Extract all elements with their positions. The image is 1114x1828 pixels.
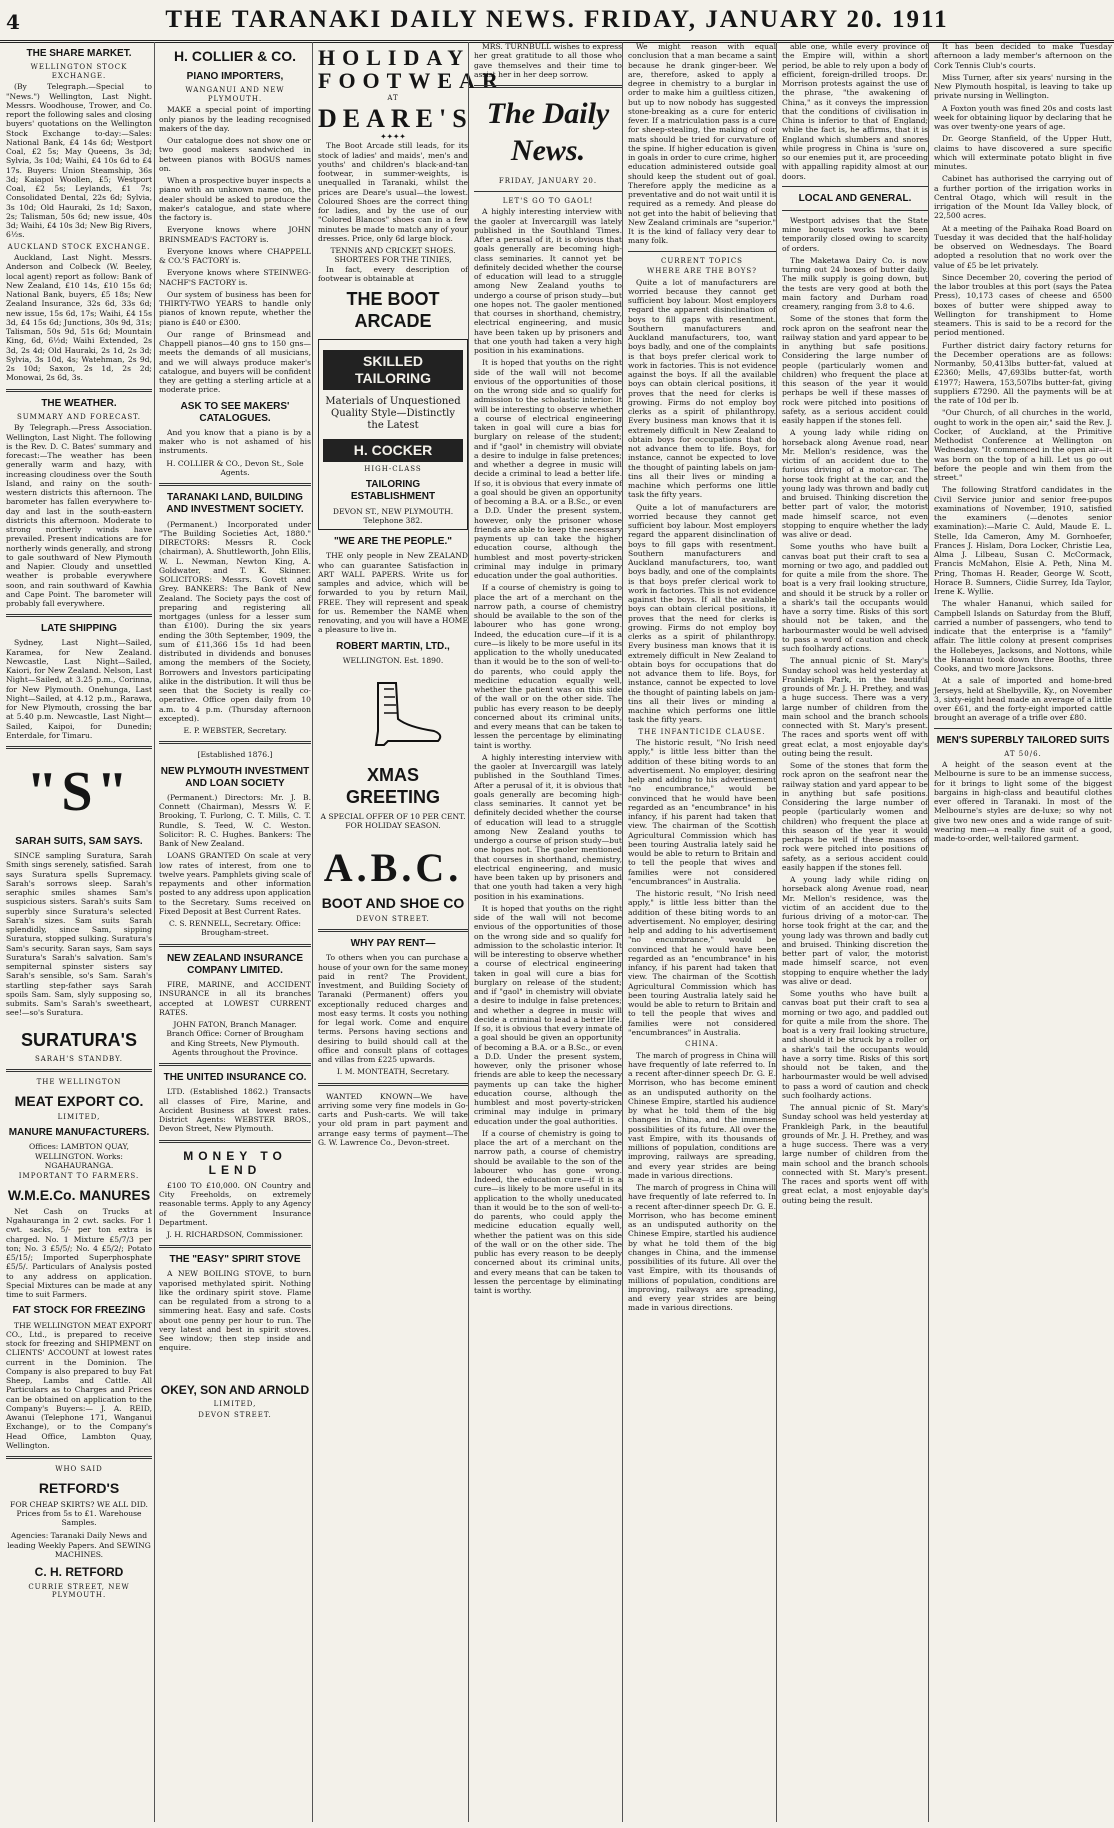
- okey-address: DEVON STREET.: [198, 1410, 272, 1419]
- boys-heading: WHERE ARE THE BOYS?: [647, 267, 757, 276]
- local-item-3: Some of the stones that form the rock apron on the seafront near the railway station and yard appear to be in anything but safe positions. Considering the large number of people (particularly women and children) who frequent the place at this season of the year it would perhaps be well if these masses of rock were pitched into positions of safety, as a serious accident could easily happen if the stones fell.: [782, 314, 928, 426]
- local-item-2: The Maketawa Dairy Co. is now turning out 24 boxes of butter daily. The milk supply is going down, but the tests are very good at both the main factory and Durham road creamery, ranging from 3.8 to 4.6.: [782, 255, 928, 312]
- weather-report: By Telegraph.—Press Association. Wellington, Last Night. The following is the Rev. D. C. Bates' summary and forecast:—The weather has been generally warm and hazy, with increasing cloudiness over the South Island, and rainy on the south-western districts this afternoon. The barometer has fallen everywhere to-day and last in the south-eastern districts this afternoon. Moderate to strong northerly winds have prevailed. Present indications are for northerly winds generally, and strong to gale southward of New Plymouth and Napier. Cloudy and unsettled weather is probable everywhere soon, and rain southward of Kawhia and Cape Point. The barometer will probably fall everywhere.: [6, 423, 152, 608]
- divider: [318, 1083, 468, 1086]
- ornament: ✦✦✦✦: [380, 132, 406, 142]
- local-item-6: The annual picnic of St. Mary's Sunday school was held yesterday at Frankleigh Park, in the beautiful grounds of Mr. J. H. Prethey, and was a huge success. There was a very large number of children from the main school and the branch schools connected with St. Mary's present. The races and sports went off with great eclat, a most enjoyable day's outing being the result.: [782, 656, 928, 758]
- collier-heading: H. COLLIER & CO.: [173, 48, 297, 64]
- retford-name: C. H. RETFORD: [34, 1565, 124, 1580]
- divider: [159, 944, 311, 947]
- money-to-lend-heading: MONEY TO LEND: [183, 1148, 287, 1178]
- local-item-20: The following Stratford candidates in the Civil Service junior and senior free-pupos examinations of November, 1910, satisfied the examiners (—denotes senior examination):—Marie C. Auld, Maude E. L. Stelle, Ida Cameron, Amy M. Gornhoefer, Frances J. Hislam, Dora Locker, Christie Lea, Alma J. Lilbeau, Susan C. McCormack, Francis McMahon, Elsie A. Peth, Nina M. Pring, Thomas H. Reader, George W. Scott, Horace B. Sumners, Ciidie Surrey, Ida Taylor, Irene K. Wyllie.: [934, 485, 1112, 596]
- established-note: [Established 1876.]: [197, 750, 273, 760]
- at-label: AT: [387, 94, 399, 103]
- fat-stock-heading: FAT STOCK FOR FREEZING: [12, 1305, 146, 1317]
- manure-manufacturers: MANURE MANUFACTURERS.: [8, 1127, 150, 1139]
- weather-heading: THE WEATHER.: [41, 397, 117, 409]
- column-3: [312, 42, 505, 1822]
- boot-illustration: [318, 679, 468, 751]
- easy-stove-text: A NEW BOILING STOVE, to burn vaporised methylated spirit. Nothing like the ordinary spirit stove. Flame can be regulated from a strong to a simmering heat. Easy and safe. Costs about one penny per hour to run. The very latest and best in spirit stoves. See window; then step inside and enquire.: [159, 1269, 311, 1353]
- investment-society-text: (Permanent.) Directors: Mr. J. B. Connett (Chairman), Messrs W. F. Brooking, T. Furlong, C. T. Mills, C. T. Rundle, S. Teed, W. C. Weston. Solicitor: R. C. Hughes. Bankers: The Bank of New Zealand.: [159, 792, 311, 849]
- divider: [6, 746, 152, 749]
- column-4: [468, 42, 622, 1822]
- divider: [6, 614, 152, 617]
- shipping-report: Sydney, Last Night—Sailed, Karamea, for New Zealand. Newcastle, Last Night—Sailed, Kaiori, for New Zealand. Nelson, Last Night—Sailed, at 3.25 p.m., Corinna, for New Plymouth. Onehunga, Last Night—Sailed, at 4.12 p.m., Rarawa, for New Plymouth, crossing the bar at 5.40 p.m. Newcastle, Last Night—Sailed, Kaipoi, for Dunedin; Enterdale, for Timaru.: [6, 638, 152, 740]
- robert-martin-heading: ROBERT MARTIN, LTD.,: [336, 640, 450, 652]
- nz-insurance-heading: NEW ZEALAND INSURANCE COMPANY LIMITED.: [166, 952, 304, 976]
- local-item-1: Westport advises that the State mine bouquets works have been temporarily closed owing to scarcity of orders.: [782, 215, 928, 253]
- nz-insurance-text: FIRE, MARINE, and ACCIDENT INSURANCE in all its branches accepted at LOWEST CURRENT RATES.: [159, 980, 311, 1017]
- share-report: (By Telegraph.—Special to "News.") Wellington, Last Night. Messrs. Woodhouse, Trower, and Co. report the following sales and closing buyers' quotations on the Wellington Stock Exchange to-day:—Sales: National Bank, £4 14s 6d; Westport Coal, £2 5s; May Queens, 3s 3d; Sylvia, 3s 10d; Waihi, £4 10s 6d to £4 17s. Buyers: Union Steamship, 36s 3d; Kaiapoi Woollen, £5; Westport Coal, £2 5s; Leylands, £1 7s; Consolidated Dental, 22s 6d; Sylvia, 3s 10d; Old Hauraki, 2s 1d; Saxon, 2s; Talisman, 50s 6d; new issue, 40s 3d; Waihi, £4 10s 3d; New Big Rivers, 6½s.: [6, 82, 152, 240]
- okey-heading: OKEY, SON AND ARNOLD: [160, 1382, 310, 1397]
- local-item-9: Some youths who have built a canvas boat put their craft to sea a morning or two ago, and paddled out for quite a mile from the shore. The boat is a very frail looking structure, and should it be struck by a roller or a shark's tail the occupants would have a sorry time. Risks of this sort should not be taken, and the harbourmaster would be well advised to pass a word of caution and check such foolhardy actions.: [782, 989, 928, 1100]
- local-item-13: A Foxton youth was fined 20s and costs last week for obtaining liquor by declaring that he was over twenty-one years of age.: [934, 103, 1112, 131]
- cocker-establishment: TAILORING ESTABLISHMENT: [350, 479, 436, 503]
- manure-prices: Net Cash on Trucks at Ngahauranga in 2 cwt. sacks. For 1 cwt. sacks, 5/- per ton extra is charged. No. 1 Mixture £5/7/3 per ton; No. 3 £5/5/; No. 4 £5/2/; Potato £5/15/; Imported Superphosphate £5/5/. Particulars of Analysis posted to any address on application. Special Mixtures can be made at any time to suit Farmers.: [6, 1206, 152, 1300]
- divider: [628, 251, 776, 252]
- share-market-heading: THE SHARE MARKET.: [26, 48, 132, 59]
- divider: [159, 741, 311, 744]
- retford-text: FOR CHEAP SKIRTS? WE ALL DID. Prices from 5s to £1. Warehouse Samples.: [10, 1499, 148, 1528]
- fat-stock-text: THE WELLINGTON MEAT EXPORT CO., Ltd., is prepared to receive stock for freezing and SHIPMENT on CLIENTS' ACCOUNT at lowest rates current in the Dominion. The Company is also prepared to buy Fat Sheep, Lambs and Cattle. All Particulars as to Charges and Prices can be obtained on application to the Company's Buyers:— J. A. REID, Awanui (Telephone 171, Wanganui Exchange), or to the Company's Head Office, Lambton Quay, Wellington.: [6, 1320, 152, 1450]
- local-item-15: Cabinet has authorised the carrying out of a further portion of the irrigation works in Central Otago, which will result in the irrigation of the Mount Ida Valley block, of 22,500 acres.: [934, 174, 1112, 221]
- divider: [159, 1140, 311, 1143]
- local-item-5: Some youths who have built a canvas boat put their craft to sea a morning or two ago, and paddled out for quite a mile from the shore. The boat is a very frail looking structure, and should it be struck by a roller or a shark's tail the occupants would have a sorry time. Risks of this sort should not be taken, and the harbourmaster would be well advised to pass a word of caution and check such foolhardy actions.: [782, 542, 928, 654]
- tennis-shoes: TENNIS AND CRICKET SHOES. SHORTEES FOR THE TINIES,: [330, 246, 456, 265]
- manures-heading: W.M.E.Co. MANURES: [7, 1186, 151, 1203]
- deares-text: The Boot Arcade still leads, for its stock of ladies' and maids', men's and youths' and children's black-and-tan footwear, in summer-weights, is unequalled in Taranaki, whilst the prices are Deare's usual—the lowest. Coloured Shoes are the correct thing for ladies, and by the use of our "Colored Blancos" shoes can in a few minutes be made to match any of your dresses. Price, only 6d large block.: [318, 141, 468, 243]
- sarah-ad-text: SINCE sampling Suratura, Sarah Smith sings serenely, satisfied. Sarah says Suratura spells Supremacy. Sarah's sorrows sleep. Sarah's seraphic smiles shames Sam's suspicious sisters. Sarah's suits Sam superbly since Suratura's selected Sarah's sizes. Sam suits Sarah splendidly, since Sam, sipping Suratura, stopped sulking. Suratura's Sam's security. Saran says, Sam says Suratura's Sarah's salvation. Sam's sempiternal spinster sisters say Sarah's sensible, so's Sam. Sarah's startling step-father says Sarah spoils Sam. Sam, slyly supposing so, submits. Sam's Sarah's sweetheart, see!—so's Suratura.: [6, 851, 152, 1018]
- collier-address: WANGANUI AND NEW PLYMOUTH.: [185, 86, 285, 103]
- infanticide-heading: THE INFANTICIDE CLAUSE.: [638, 727, 766, 736]
- meat-export-heading: MEAT EXPORT CO.: [14, 1092, 144, 1109]
- divider: [6, 389, 152, 392]
- divider: [782, 210, 928, 211]
- meat-export-prefix: THE WELLINGTON: [36, 1078, 122, 1087]
- local-item-18: Further district dairy factory returns for the December operations are as follows: Normanby, 50,413lbs butter-fat, valued at £2360; Mells, 47,693lbs butter-fat, worth £1977; Hawera, 153,507lbs butter-fat, giving suppliers £7290. All the payments will be at the rate of 10d per lb.: [934, 340, 1112, 405]
- we-are-the-people-text: THE only people in New ZEALAND who can guarantee Satisfaction in ART WALL PAPERS. Write us for samples and advice, which will be forwarded to you by return Mail, FREE. They will represent and speak for us. Remember the NAME when renovating, and you will have a HOME a pleasure to live in.: [318, 551, 468, 635]
- ask-catalogues: ASK TO SEE MAKERS' CATALOGUES.: [180, 400, 290, 424]
- meat-export-limited: LIMITED,: [57, 1112, 101, 1121]
- investment-society-heading: NEW PLYMOUTH INVESTMENT AND LOAN SOCIETY: [160, 765, 310, 789]
- collier-text-8: Our range of Brinsmead and Chappell pianos—40 gns to 150 gns—meets the demands of all musicians, and we will always produce maker's catalogue, and buyers will be confident they are getting a sterling article at a moderate price.: [159, 329, 311, 395]
- mens-suits-heading: MEN'S SUPERBLY TAILORED SUITS: [936, 734, 1110, 746]
- farmers-notice: IMPORTANT TO FARMERS.: [18, 1172, 140, 1181]
- sarah-heading: SARAH SUITS, SAM SAYS.: [15, 835, 143, 847]
- local-item-12: Miss Turner, after six years' nursing in the New Plymouth hospital, is leaving to take up private nursing in Wellington.: [934, 72, 1112, 101]
- meat-export-offices: Offices: LAMBTON QUAY, WELLINGTON. Works: NGAHAURANGA.: [29, 1142, 129, 1170]
- divider: [6, 1069, 152, 1072]
- robert-martin-address: WELLINGTON. Est. 1890.: [342, 655, 444, 665]
- land-society-heading: TARANAKI LAND, BUILDING AND INVESTMENT SOCIETY.: [166, 492, 304, 516]
- china-continued: able one, while every province of the Empire will, within a short period, be able to rely upon a body of efficient, foreign-drilled troops. Dr. Morrison protests against the use of the phrase, "the awakening of China," as it conveys the impression that the conditions of civilisation in China is inferior to that of England; while the fact is, he affirms, that it is England which slumbers and snores while progress in China is 'sure on, so our enemies put it, are proceeding with appalling rapidity almost at our doors.: [782, 42, 928, 181]
- issue-date: FRIDAY, JANUARY 20.: [498, 177, 598, 186]
- abc-address: DEVON STREET.: [356, 914, 430, 923]
- local-item-14: Dr. George Stanfield, of the Upper Hutt, claims to have discovered a sure specific which will exterminate potato blight in five minutes.: [934, 134, 1112, 171]
- nz-insurance-signature: JOHN FATON, Branch Manager. Branch Office: Corner of Brougham and King Streets, New Plymouth. Agents throughout the Province.: [166, 1020, 304, 1057]
- cocker-address: DEVON ST., NEW PLYMOUTH.: [332, 506, 454, 516]
- divider: [159, 1063, 311, 1066]
- cocker-telephone: Telephone 382.: [363, 515, 423, 525]
- infanticide-text-continued: The historic result, "No Irish need apply," is little less bitter than the addition of these biting words to an advertisement. No employer, desiring help and adding to his advertisement "no encumbrance," would be convinced that he would have been regarded as an "encumbrance" in his infancy, if his parent had taken that view. The chairman of the Scottish Agricultural Commission which has been touring Australia lately said he would be able to return to Britain and to tell the people that wives and families were not considered "encumbrances" in Australia.: [628, 889, 776, 1037]
- retford-heading: RETFORD'S: [38, 1479, 120, 1496]
- boys-text-continued: Quite a lot of manufacturers are worried because they cannot get sufficient boy labour. Most employers regard the apparent disinclination of boys to fill gaps with resentment. Southern manufacturers and Auckland manufacturers, too, want boys badly, and one of the complaints is that boys prefer clerical work to work in factories. This is not evidence against the boys. If all the available boys can obtain clerical positions, it proves that the need for clerks is growing. Firms do not employ boy clerks as a spirit of philanthropy. Every business man knows that it is extremely difficult in New Zealand to obtain boys for occupations that do not advance them to life. Boys, for instance, cannot be expected to love the thought of painting labels on jam-tins all their lives or minding a machine which performs one little task the fifty years.: [628, 502, 776, 725]
- weather-subheading: SUMMARY AND FORECAST.: [16, 412, 142, 421]
- editorial-paragraph-3: If a course of chemistry is going to place the art of a merchant on the narrow path, a course of chemistry should be available to the son of the labourer who has gone wrong. Indeed, the education cure—if it is a cure—is likely to be more useful in its application to the wholly uneducated than it would be to the son of well-to-do parents, who could apply the medicine education equally well, whether the patient was on this side of the wall or on the other side. The public has every reason to be deeply concerned about its criminal units, and every means that can be taken to lessen the percentage by eliminating taint is worthy.: [474, 583, 622, 750]
- column-7: [928, 42, 1112, 1822]
- united-insurance-text: LTD. (Established 1862.) Transacts all classes of Fire, Marine, and Accident Business at lowest rates. District Agents: WEBSTER BROS., Devon Street, New Plymouth.: [159, 1087, 311, 1134]
- local-item-4: A young lady while riding on horseback along Avenue road, near Mr. Mellon's residence, was the victim of an accident due to the furious driving of a motor-car. The horse took fright at the car, and the young lady was thrown and badly cut and bruised. Thinking discretion the better part of valor, the motorist made himself scarce, not even stopping to enquire whether the lady was alive or dead.: [782, 428, 928, 540]
- column-2: [154, 42, 311, 1822]
- land-society-text: (Permanent.) Incorporated under "The Building Societies Act, 1880." DIRECTORS: Messrs R. Cock (chairman), A. Shuttleworth, John Ellis, W. L. Newman, Newton King, A. Goldwater, and T. K. Skinner. SOLICITORS: Messrs. Govett and Grey. BANKERS: The Bank of New Zealand. The Society pays the cost of preparing and registering all mortgages (unless for a lesser sum than £100). During the six years ending the 30th September, 1909, the sum of £11,366 15s 1d had been distributed in dividends and bonuses among the members of the Society, Borrowers and Investors participating alike in the distribution. It will thus be seen that the Society is really co-operative. Office open daily from 10 a.m. to 4 p.m. (Thursday afternoon excepted).: [159, 519, 311, 723]
- shipping-heading: LATE SHIPPING: [41, 623, 117, 635]
- money-to-lend-text: £100 TO £10,000. ON Country and City Freeholds, on extremely reasonable terms. Apply to any Agency of the Government Insurance Department.: [159, 1180, 311, 1227]
- newspaper-nameplate: The Daily News.: [486, 97, 610, 167]
- editorial-paragraph-2: It is hoped that youths on the right side of the wall will not become envious of the opportunities of those on the wrong side and so qualify for admission to the scholastic interior. It will be interesting to observe whether a course of electrical engineering taken in goal will cure a bias for burglary on release of the student; and if "gaol" in chemistry will obviate a desire to indulge in false pretences; and whether a degree in music will decide a criminal to lead a better life. If so, it is obvious that every inmate of a goal should be given an opportunity of becoming a B.A. or a B.Sc., or even a D.D. Under the present system, however, only the prisoner whose friends are able to keep the necessary payments up can take the higher education course, although the humblest and most poverty-stricken criminal may indulge in primary education under the goal authorities.: [474, 358, 623, 580]
- abc-subheading: BOOT AND SHOE CO: [321, 894, 465, 911]
- column-1: [6, 42, 152, 1822]
- local-item-10: The annual picnic of St. Mary's Sunday school was held yesterday at Frankleigh Park, in the beautiful grounds of Mr. J. H. Prethey, and was a huge success. There was a very large number of children from the main school and the branch schools connected with St. Mary's present. The races and sports went off with great eclat, a most enjoyable day's outing being the result.: [782, 1103, 928, 1205]
- loans-text: LOANS GRANTED On scale at very low rates of interest, from one to twelve years. Pamphlets giving scale of repayments and other information posted to any address upon application to the Secretary. Sums received on Fixed Deposit at Best Current Rates.: [159, 851, 311, 916]
- local-item-19: "Our Church, of all churches in the world, ought to work in the open air," said the Rev. J. Cocker, of Auckland, at the Primitive Methodist Conference at Wellington on Wednesday. "It commenced in the open air—it was born on the top of a hill. Let us go out before the people and win them from the street.": [934, 408, 1112, 482]
- holiday-footwear-heading: HOLIDAY FOOTWEAR: [318, 45, 505, 94]
- masthead: [0, 0, 1114, 43]
- mens-suits-price: AT 50/6.: [1004, 749, 1042, 758]
- divider: [782, 186, 928, 187]
- local-item-16: At a meeting of the Paihaka Road Board on Tuesday it was decided that the half-holiday be observed on Wednesdays. The Board adopted a resolution that no work over the value of £5 be let privately.: [934, 223, 1112, 270]
- we-are-the-people-heading: "WE ARE THE PEOPLE.": [333, 536, 452, 548]
- local-item-7: Some of the stones that form the rock apron on the seafront near the railway station and yard appear to be in anything but safe positions. Considering the large number of people (particularly women and children) who frequent the place at this season of the year it would perhaps be well if these masses of rock were pitched into positions of safety, as a serious accident could easily happen if the stones fell.: [782, 761, 928, 872]
- cocker-subheading: HIGH-CLASS: [364, 464, 422, 473]
- retford-agencies: Agencies: Taranaki Daily News and leading Weekly Papers. And SEWING MACHINES.: [7, 1531, 151, 1559]
- collier-text-9: And you know that a piano is by a maker who is not ashamed of his instruments.: [159, 427, 311, 456]
- investment-society-signature: C. S. RENNELL, Secretary. Office: Brougham-street.: [169, 919, 301, 938]
- suratura-heading: SURATURA'S: [21, 1029, 137, 1050]
- collier-text-2: Our catalogue does not show one or two good makers sandwiched in between pianos with BOGUS names on.: [159, 136, 311, 173]
- wanted-known-notice: WANTED KNOWN—We have arriving some very fine models in Go-carts and Push-carts. We will take your old pram in part payment and arrange easy terms of payment—The G. W. Lawrence Co., Devon-street.: [318, 1091, 468, 1147]
- newspaper-title: THE TARANAKI DAILY NEWS. FRIDAY, JANUARY 20. 1911: [165, 6, 949, 33]
- local-item-17: Since December 20, covering the period of the labor troubles at this port (says the Patea Press), 10,173 cases of cheese and 6500 boxes of butter were shipped away to Wellington for transhipment to Home steamers. This is said to be a record for the period mentioned.: [934, 272, 1112, 338]
- easy-stove-heading: THE "EASY" SPIRIT STOVE: [169, 1254, 301, 1266]
- collier-signature: H. COLLIER & CO., Devon St., Sole Agents.: [166, 458, 304, 477]
- editorial-paragraph-4: A highly interesting interview with the gaoler at Invercargill was lately published in the Southland Times. After a perusal of it, it is obvious that goals generally are becoming high-class seminaries. It cannot yet be definitely decided whether the course of education will lead to a struggle among New Zealand youths to undergo a course of prison study—but one hopes not. The gaoler mentioned that courses in shorthand, chemistry, electrical engineering, and music have been taken up by prisoners and that one youth had taken a very high position in his examinations.: [474, 752, 622, 901]
- china-heading: CHINA.: [685, 1040, 719, 1049]
- china-text: The march of progress in China will have frequently of late referred to. In a recent after-dinner speech Dr. G. E. Morrison, who has become eminent as an undisputed authority on the Chinese Empire, startled his audience by what he told them of the big changes in China, and the immense possibilities of its future. All over the vast Empire, with its thousands of millions of population, conditions are improving, railways are spreading, and every year strides are being made in various directions.: [628, 1050, 776, 1180]
- why-pay-rent-text: To others when you can purchase a house of your own for the same money paid in rent? The Provident, Investment, and Building Society of Taranaki (Permanent) offers you exceptionally reduced charges and most easy terms. It costs you nothing for legal work. Come and enquire terms. Persons having sections and desiring to build should call at the office and consult plans of cottages and villas from £225 upwards.: [318, 953, 468, 1065]
- xmas-greeting-heading: XMAS GREETING: [345, 765, 440, 808]
- editorial-continued: We might reason with equal conclusion that a man became a saint because he drank ginger-beer. We are, therefore, asked to apply a degree in chemistry to a burglar in order to make him a guiltless citizen, but up to now nobody has suggested stone-breaking as a cure for enteric fever. If a matriculation pass is a cure for sheep-stealing, the making of coir mats should be tried for curvature of the spine. If higher education is given in goals in order to cure crime, higher education administered outside goal should keep the student out of goal. Therefore apply the medicine as a preventative and do not wait until it is required as a remedy. And please do not get into the habit of believing that New Zealand criminals are "superior." It is the kind of fallacy very dear to many folk.: [628, 42, 776, 246]
- collier-text-4: Everyone knows where JOHN BRINSMEAD'S FACTORY is.: [159, 225, 311, 244]
- boys-text: Quite a lot of manufacturers are worried because they cannot get sufficient boy labour. Most employers regard the apparent disinclination of boys to fill gaps with resentment. Southern manufacturers and Auckland manufacturers, too, want boys badly, and one of the complaints is that boys prefer clerical work to work in factories. This is not evidence against the boys. If all the available boys can obtain clerical positions, it proves that the need for clerks is growing. Firms do not employ boy clerks as a spirit of philanthropy. Every business man knows that it is extremely difficult in New Zealand to obtain boys for occupations that do not advance them to life. Boys, for instance, cannot be expected to love the thought of painting labels on jam-tins all their lives or minding a machine which performs one little task the fifty years.: [628, 277, 776, 500]
- editorial-paragraph-1: A highly interesting interview with the gaoler at Invercargill was lately published in the Southland Times. After a perusal of it, it is obvious that goals generally are becoming high-class seminaries. It cannot yet be definitely decided whether the course of education will lead to a struggle among New Zealand youths to undergo a course of prison study—but one hopes not. The gaoler mentioned that courses in shorthand, chemistry, electrical engineering, and music have been taken up by prisoners and that one youth had taken a very high position in his examinations.: [474, 207, 622, 355]
- column-5: [622, 42, 776, 1822]
- okey-limited: LIMITED,: [213, 1400, 257, 1409]
- divider: [474, 85, 622, 88]
- collier-text-6: Everyone knows where STEINWEG-NACHF'S FACTORY is.: [159, 268, 311, 287]
- divider: [6, 1456, 152, 1459]
- who-said: WHO SAID: [55, 1465, 103, 1474]
- auckland-exchange-heading: AUCKLAND STOCK EXCHANGE.: [7, 242, 151, 251]
- china-text-continued: The march of progress in China will have frequently of late referred to. In a recent after-dinner speech Dr. G. E. Morrison, who has become eminent as an undisputed authority on the Chinese Empire, startled his audience by what he told them of the big changes in China, and the immense possibilities of its future. All over the vast Empire, with its thousands of millions of population, conditions are improving, railways are spreading, and every year strides are being made in various directions.: [628, 1183, 776, 1313]
- divider: [159, 483, 311, 486]
- tailoring-ad: [318, 339, 468, 530]
- local-item-21: The whaler Hananui, which sailed for Campbell Islands on Saturday from the Bluff, carried a number of passengers, who tend to indicate that the enterprise is a "family" affair. The little colony at present comprises the Hollebeyes, Jacksons, and Nottons, while the Hananui took down three Booths, three Cooks, and two more Jacksons.: [934, 599, 1112, 673]
- current-topics-heading: CURRENT TOPICS: [661, 256, 743, 265]
- retford-address: CURRIE STREET, NEW PLYMOUTH.: [28, 1582, 130, 1600]
- divider: [474, 191, 622, 192]
- collier-text-5: Everyone knows where CHAPPELL & CO.'S FACTORY is.: [159, 246, 311, 266]
- deares-heading: DEARE'S: [318, 103, 473, 133]
- skilled-tailoring-text: Materials of Unquestioned Quality Style—Distinctly the Latest: [325, 396, 461, 432]
- why-pay-rent-signature: I. M. MONTEATH, Secretary.: [336, 1067, 450, 1077]
- abc-heading: A.B.C.: [323, 844, 463, 890]
- divider: [159, 1245, 311, 1248]
- infanticide-text: The historic result, "No Irish need apply," is little less bitter than the addition of these biting words to an advertisement. No employer, desiring help and adding to his advertisement "no encumbrance," would be convinced that he would have been regarded as an "encumbrance" in his infancy, if his parent had taken that view. The chairman of the Scottish Agricultural Commission which has been touring Australia lately said he would be able to return to Britain and to tell the people that wives and families were not considered "encumbrances" in Australia.: [628, 738, 776, 886]
- skilled-tailoring-heading: SKILLED TAILORING: [323, 350, 463, 390]
- page-number: 4: [6, 10, 20, 34]
- cocker-heading: H. COCKER: [323, 439, 463, 462]
- wellington-exchange-heading: WELLINGTON STOCK EXCHANGE.: [30, 63, 128, 80]
- auckland-report: Auckland, Last Night. Messrs. Anderson and Colbeck (W. Beeley, local agent) report as follow: Bank of New Zealand, £10 14s, £10 15s 6d; National Bank, buyers, £5 18s; New Zealand Insurance, 32s 6d, 33s 6d; new issue, 15s 6d, 17s; Waihi, £4 15s 3d, £4 15s 6d; Junctions, 30s 9d, 31s; Talisman, 50s 9d, 51s 6d; Mountain King, 6d, 6½d; Waihi Extended, 2s 3d, 2s 4d; Old Hauraki, 2s 1d, 2s 3d; Sylvia, 3s 10d, 4s; Watehman, 2s 9d, 2s 10d; Saxon, 2s 1d, 2s 2d; Monowai, 2s 6d, 3s.: [6, 253, 152, 383]
- divider: [318, 929, 468, 932]
- suratura-subheading: SARAH'S STANDBY.: [34, 1054, 124, 1063]
- divider: [934, 728, 1112, 729]
- column-6: [776, 42, 928, 1822]
- tennis-text: In fact, every description of footwear is obtainable at: [318, 264, 468, 283]
- mens-suits-text: A height of the season event at the Melbourne is sure to be an immense success, for it brings to light some of the biggest bargains in high-class and beautiful clothes ever offered in Taranaki. In most of the Melbourne's styles are de-luxe; so why not give two new ones and a wide range of suit-wearing men—a really fine suit of a good, made-to-order, well-tailored garment.: [934, 760, 1112, 844]
- land-society-signature: E. P. WEBSTER, Secretary.: [183, 726, 287, 736]
- editorial-heading: LET'S GO TO GAOL!: [502, 196, 594, 205]
- ladies-boot-icon: [338, 679, 448, 749]
- collier-text-7: Our system of business has been for THIRTY-TWO YEARS to handle only pianos of known repute, whether the piano is £40 or £300.: [159, 289, 311, 327]
- turnbull-notice: MRS. TURNBULL wishes to express her great gratitude to all those who gave themselves and their time to assist her in her deep sorrow.: [474, 42, 622, 79]
- collier-text-1: MAKE a special point of importing only pianos by the leading recognised makers of the day.: [159, 105, 311, 133]
- united-insurance-heading: THE UNITED INSURANCE CO.: [163, 1072, 307, 1084]
- local-general-heading: LOCAL AND GENERAL.: [798, 192, 912, 204]
- local-item-22: At a sale of imported and home-bred Jerseys, held at Shelbyville, Ky., on November 3, sixty-eight head made an average of a little over £61, and the forty-eight imported cattle brought an average of a trifle over £80.: [934, 676, 1112, 723]
- money-to-lend-signature: J. H. RICHARDSON, Commissioner.: [166, 1230, 304, 1240]
- collier-text-3: When a prospective buyer inspects a piano with an unknown name on, the dealer should be asked to produce the maker's catalogue, and state where the factory is.: [159, 176, 311, 223]
- editorial-paragraph-6: If a course of chemistry is going to place the art of a merchant on the narrow path, a course of chemistry should be available to the son of the labourer who has gone wrong. Indeed, the education cure—if it is a cure—is likely to be more useful in its application to the wholly uneducated than it would be to the son of well-to-do parents, who could apply the medicine education equally well, whether the patient was on this side of the wall or on the other side. The public has every reason to be deeply concerned about its criminal units, and every means that can be taken to lessen the percentage by eliminating taint is worthy.: [474, 1128, 622, 1295]
- boot-arcade-heading: THE BOOT ARCADE: [346, 289, 440, 331]
- local-item-11: It has been decided to make Tuesday afternoon a lady member's afternoon on the Cork Tennis Club's courts.: [934, 42, 1112, 70]
- editorial-paragraph-5: It is hoped that youths on the right side of the wall will not become envious of the opportunities of those on the wrong side and so qualify for admission to the scholastic interior. It will be interesting to observe whether a course of electrical engineering taken in goal will cure a bias for burglary on release of the student; and if "gaol" in chemistry will obviate a desire to indulge in false pretences; and whether a degree in music will decide a criminal to lead a better life. If so, it is obvious that every inmate of a goal should be given an opportunity of becoming a B.A. or a B.Sc., or even a D.D. Under the present system, however, only the prisoner whose friends are able to keep the necessary payments up can take the higher education course, although the humblest and most poverty-stricken criminal may indulge in primary education under the goal authorities.: [474, 903, 623, 1126]
- why-pay-rent-heading: WHY PAY RENT—: [350, 938, 436, 950]
- xmas-offer: A SPECIAL OFFER OF 10 PER CENT. FOR HOLIDAY SEASON.: [320, 812, 466, 831]
- local-item-8: A young lady while riding on horseback along Avenue road, near Mr. Mellon's residence, was the victim of an accident due to the furious driving of a motor-car. The horse took fright at the car, and the young lady was thrown and badly cut and bruised. Thinking discretion the better part of valor, the motorist made himself scarce, not even stopping to enquire whether the lady was alive or dead.: [782, 875, 928, 986]
- s-letter-display: "S": [26, 761, 132, 824]
- collier-subheading: PIANO IMPORTERS,: [186, 71, 284, 83]
